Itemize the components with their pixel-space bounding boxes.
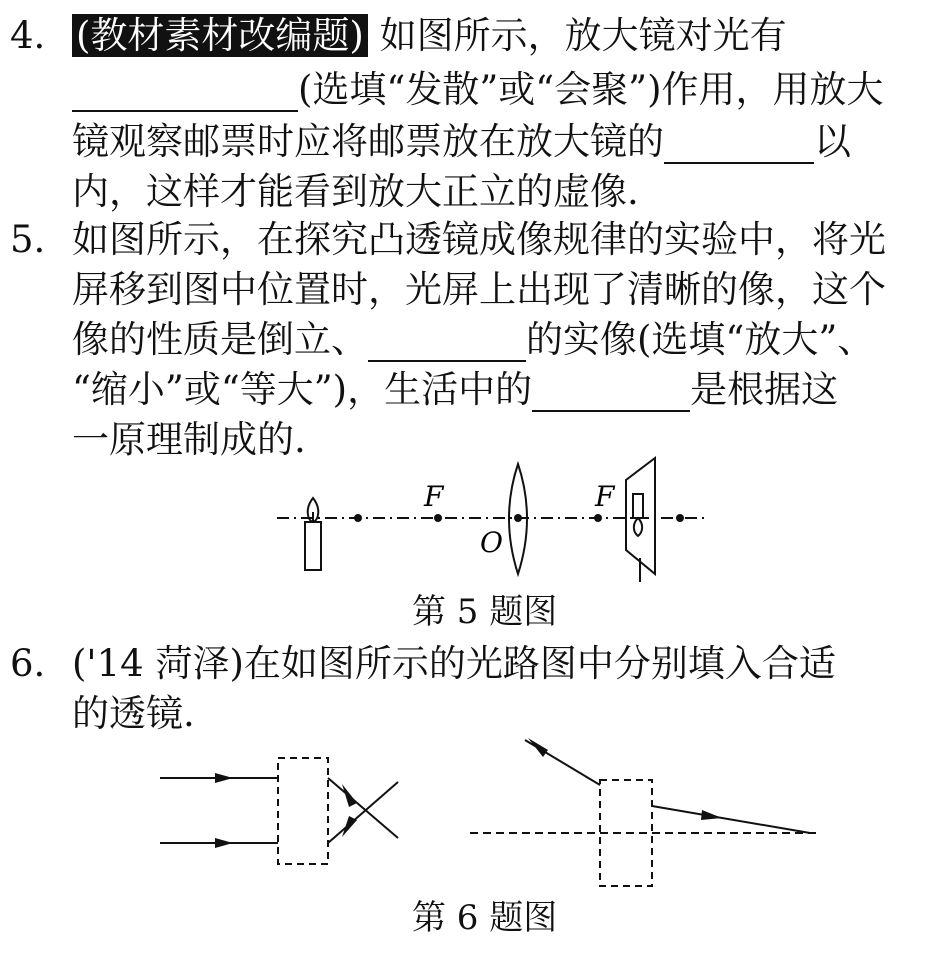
- question-line: 的透镜.: [72, 692, 195, 735]
- focal-point-left: [434, 514, 442, 522]
- question-line: “缩小”或“等大”)，生活中的 是根据这: [72, 368, 839, 411]
- emergent-ray-bottom: [328, 782, 398, 843]
- inverted-flame: [634, 518, 642, 536]
- question-line: 一原理制成的.: [72, 418, 306, 461]
- axis-point: [354, 514, 362, 522]
- figure-6-light-paths: [0, 730, 950, 900]
- answer-blank[interactable]: [72, 76, 298, 112]
- candle: [305, 522, 321, 570]
- question-line: 如图所示，在探究凸透镜成像规律的实验中，将光: [72, 218, 886, 261]
- figure-5-caption: 第 5 题图: [412, 592, 558, 632]
- emergent-ray-oblique: [652, 806, 810, 833]
- question-line: 镜观察邮票时应将邮票放在放大镜的 以: [72, 120, 851, 163]
- arrow-icon: [342, 816, 357, 837]
- arrow-icon: [215, 773, 233, 783]
- figure-6-caption: 第 6 题图: [412, 898, 558, 938]
- label-f-left: F: [424, 480, 444, 513]
- answer-blank[interactable]: [532, 376, 690, 412]
- answer-blank[interactable]: [368, 326, 526, 362]
- source-tag: (教材素材改编题): [72, 14, 368, 57]
- arrow-icon: [342, 784, 357, 807]
- label-f-right: F: [595, 480, 615, 513]
- arrow-icon: [215, 838, 233, 848]
- question-number: 5.: [10, 218, 46, 261]
- question-line: 像的性质是倒立、 的实像(选填“放大”、: [72, 318, 875, 361]
- question-number: 4.: [10, 14, 46, 57]
- inverted-image: [633, 494, 643, 518]
- question-line: ('14 菏泽)在如图所示的光路图中分别填入合适: [72, 642, 836, 685]
- question-number: 6.: [10, 642, 46, 685]
- answer-blank[interactable]: [664, 128, 814, 164]
- question-line: (教材素材改编题) 如图所示，放大镜对光有: [72, 14, 787, 58]
- arrow-icon: [701, 810, 722, 820]
- light-screen: [626, 458, 655, 574]
- emergent-ray-top: [328, 778, 398, 838]
- label-o: O: [480, 526, 503, 559]
- axis-point: [676, 514, 684, 522]
- optical-center: [514, 514, 522, 522]
- lens-box-left[interactable]: [278, 758, 328, 864]
- question-line: 内，这样才能看到放大正立的虚像.: [72, 170, 639, 213]
- focal-point-right: [594, 514, 602, 522]
- question-line: 屏移到图中位置时，光屏上出现了清晰的像，这个: [72, 268, 886, 311]
- arrow-icon: [528, 738, 548, 757]
- question-line: (选填“发散”或“会聚”)作用，用放大: [72, 68, 884, 112]
- figure-5-lens-diagram: [0, 450, 950, 590]
